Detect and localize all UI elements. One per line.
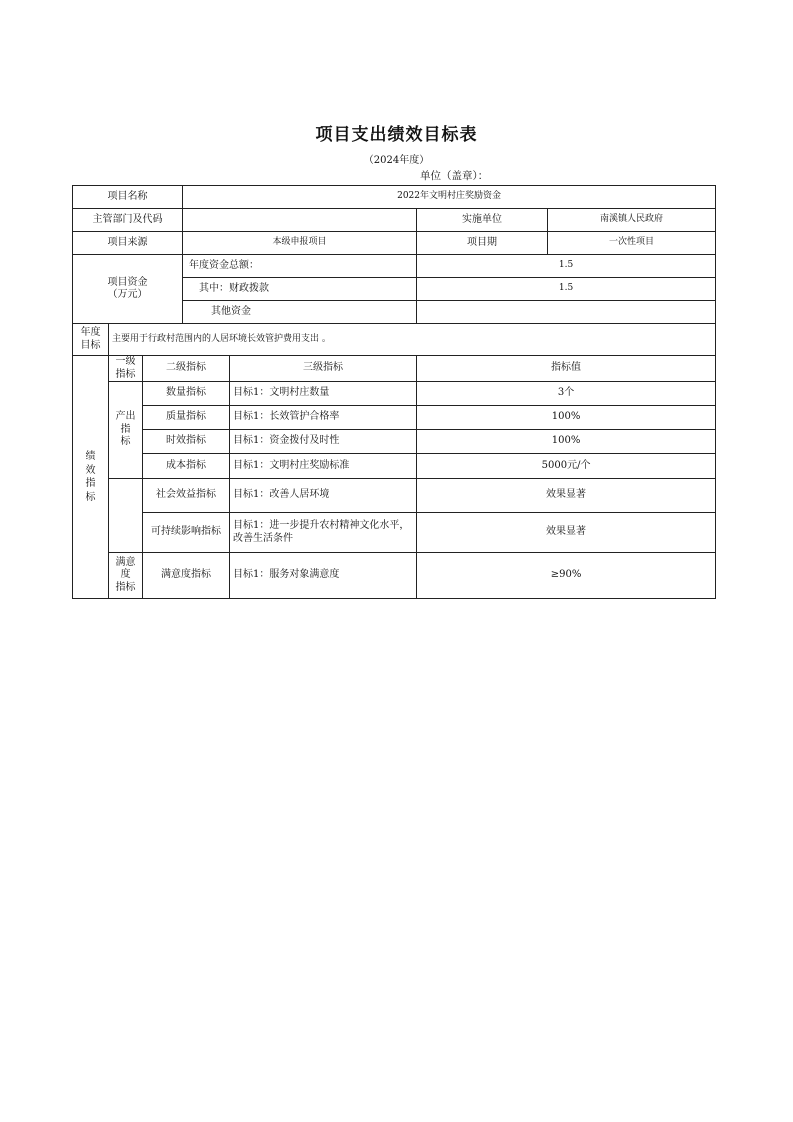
fund-label bbox=[73, 255, 183, 324]
project-name-value: 2022年文明村庄奖励资金 bbox=[183, 186, 716, 209]
table-row bbox=[73, 430, 716, 454]
row-fund-total bbox=[73, 255, 716, 278]
annual-goal-text: 主要用于行政村范围内的人居环境长效管护费用支出 。 bbox=[109, 324, 716, 356]
fund-fiscal-label: 其中：财政拨款 bbox=[183, 278, 417, 301]
level3-cell: 目标1：服务对象满意度 bbox=[230, 553, 417, 599]
fund-other-label: 其他资金 bbox=[183, 301, 417, 324]
row-annual-goal bbox=[73, 324, 716, 356]
level3-cell: 目标1：文明村庄数量 bbox=[230, 382, 417, 406]
table-row bbox=[73, 406, 716, 430]
perf-label-char: 指 bbox=[85, 478, 96, 489]
output-label-line1: 产出指 bbox=[115, 411, 136, 435]
level3-line2: 改善生活条件 bbox=[233, 532, 294, 544]
level2-cell: 质量指标 bbox=[143, 406, 230, 430]
header-level1-line2: 指标 bbox=[115, 368, 136, 380]
level2-cell: 社会效益指标 bbox=[143, 479, 230, 513]
fund-fiscal-value: 1.5 bbox=[417, 278, 716, 301]
source-value: 本级申报项目 bbox=[183, 232, 417, 255]
table-row bbox=[73, 479, 716, 513]
table-row bbox=[73, 513, 716, 553]
annual-goal-label-line2: 目标 bbox=[80, 339, 101, 351]
source-label: 项目来源 bbox=[73, 232, 183, 255]
performance-indicator-label bbox=[73, 356, 109, 599]
level3-cell: 目标1：资金拨付及时性 bbox=[230, 430, 417, 454]
project-name-label: 项目名称 bbox=[73, 186, 183, 209]
value-cell: 5000元/个 bbox=[417, 454, 716, 479]
satisfaction-label-line2: 指标 bbox=[115, 581, 136, 593]
period-label: 项目期 bbox=[417, 232, 548, 255]
impl-unit-value: 南溪镇人民政府 bbox=[548, 209, 716, 232]
dept-value bbox=[183, 209, 417, 232]
perf-label-char: 标 bbox=[85, 491, 96, 503]
level2-cell: 满意度指标 bbox=[143, 553, 230, 599]
perf-label-char: 效 bbox=[85, 464, 96, 476]
level2-cell: 可持续影响指标 bbox=[143, 513, 230, 553]
annual-goal-label-line1: 年度 bbox=[80, 327, 101, 338]
report-year: （2024年度） bbox=[363, 155, 430, 166]
output-indicator-label bbox=[109, 382, 143, 479]
value-cell: 效果显著 bbox=[417, 479, 716, 513]
output-label-line2: 标 bbox=[120, 436, 131, 448]
row-indicator-header bbox=[73, 356, 716, 382]
period-value: 一次性项目 bbox=[548, 232, 716, 255]
row-source bbox=[73, 232, 716, 255]
header-level3: 三级指标 bbox=[230, 356, 417, 382]
level3-cell bbox=[230, 513, 417, 553]
performance-target-table bbox=[72, 185, 716, 599]
dept-label: 主管部门及代码 bbox=[73, 209, 183, 232]
value-cell: 效果显著 bbox=[417, 513, 716, 553]
satisfaction-label-line1: 满意度 bbox=[115, 556, 136, 581]
value-cell: 100% bbox=[417, 430, 716, 454]
level3-cell: 目标1：改善人居环境 bbox=[230, 479, 417, 513]
row-project-name bbox=[73, 186, 716, 209]
satisfaction-indicator-label bbox=[109, 553, 143, 599]
fund-other-value bbox=[417, 301, 716, 324]
fund-label-line1: 项目资金 bbox=[107, 276, 148, 288]
fund-total-value: 1.5 bbox=[417, 255, 716, 278]
level3-cell: 目标1：文明村庄奖励标准 bbox=[230, 454, 417, 479]
level2-cell: 时效指标 bbox=[143, 430, 230, 454]
value-cell: 100% bbox=[417, 406, 716, 430]
fund-label-line2: （万元） bbox=[107, 289, 148, 300]
table-row bbox=[73, 382, 716, 406]
impl-unit-label: 实施单位 bbox=[417, 209, 548, 232]
table-row bbox=[73, 553, 716, 599]
page-title: 项目支出绩效目标表 bbox=[315, 125, 478, 145]
fund-total-label: 年度资金总额： bbox=[183, 255, 417, 278]
annual-goal-label bbox=[73, 324, 109, 356]
perf-label-char: 绩 bbox=[85, 451, 96, 462]
value-cell: 3个 bbox=[417, 382, 716, 406]
header-value: 指标值 bbox=[417, 356, 716, 382]
row-department bbox=[73, 209, 716, 232]
header-level1 bbox=[109, 356, 143, 382]
unit-seal-label: 单位（盖章）： bbox=[420, 170, 489, 182]
benefit-indicator-label bbox=[109, 479, 143, 553]
level3-line1: 目标1：进一步提升农村精神文化水平， bbox=[233, 520, 410, 531]
level2-cell: 成本指标 bbox=[143, 454, 230, 479]
header-level2: 二级指标 bbox=[143, 356, 230, 382]
header-level1-line1: 一级 bbox=[115, 356, 136, 367]
level3-cell: 目标1：长效管护合格率 bbox=[230, 406, 417, 430]
value-cell: ≥90% bbox=[417, 553, 716, 599]
table-row bbox=[73, 454, 716, 479]
level2-cell: 数量指标 bbox=[143, 382, 230, 406]
